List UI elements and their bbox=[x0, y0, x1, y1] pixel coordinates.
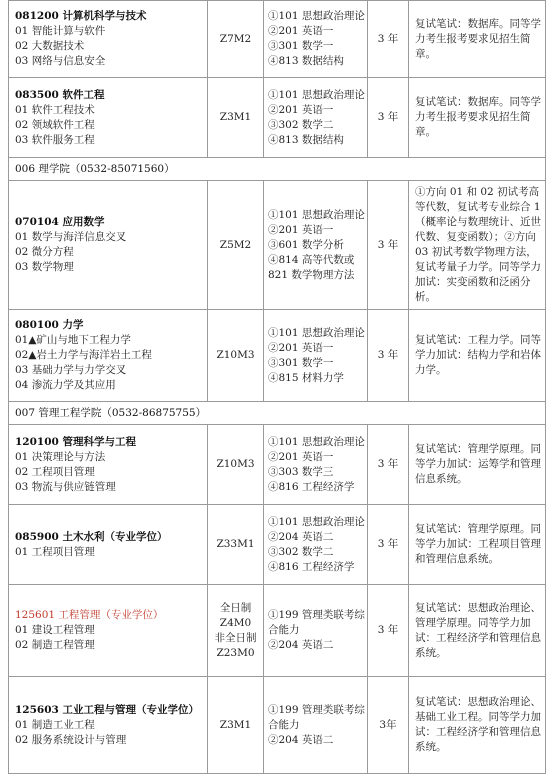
research-direction: 02 大数据技术 bbox=[15, 40, 85, 52]
exam-subject: ③301 数学一 bbox=[268, 356, 334, 369]
enrollment-code-cell bbox=[208, 310, 264, 402]
major-title: 070104 应用数学 bbox=[15, 216, 105, 228]
major-title: 083500 软件工程 bbox=[15, 88, 105, 101]
college-header-row bbox=[9, 158, 546, 181]
research-direction: 03 数学物理 bbox=[15, 261, 74, 273]
research-direction: 02▲岩土力学与海洋岩土工程 bbox=[15, 349, 152, 361]
enrollment-code: Z33M1 bbox=[216, 538, 255, 550]
major-cell bbox=[9, 505, 208, 585]
enrollment-code-cell bbox=[208, 585, 264, 677]
research-direction: 02 领域软件工程 bbox=[15, 118, 95, 131]
exam-subject: ①101 思想政治理论 bbox=[268, 208, 365, 221]
exam-subject: ④816 工程经济学 bbox=[268, 560, 355, 573]
study-length: 3年 bbox=[368, 677, 409, 774]
exam-subject: ④813 数据结构 bbox=[268, 55, 344, 67]
major-row bbox=[9, 677, 546, 774]
major-cell bbox=[9, 78, 208, 158]
exam-subject: ①101 思想政治理论 bbox=[268, 515, 365, 528]
exam-subjects-cell bbox=[264, 310, 368, 402]
research-direction: 04 渗流力学及其应用 bbox=[15, 379, 116, 391]
major-row bbox=[9, 78, 546, 158]
research-direction: 01 建设工程管理 bbox=[15, 624, 95, 636]
enrollment-code-cell bbox=[208, 78, 264, 158]
research-direction: 02 工程项目管理 bbox=[15, 465, 95, 478]
research-direction: 03 基础力学与力学交叉 bbox=[15, 364, 127, 376]
study-length: 3 年 bbox=[368, 1, 409, 78]
exam-subject: ②204 英语二 bbox=[268, 639, 334, 651]
exam-subject: ④815 材料力学 bbox=[268, 371, 344, 384]
remarks: 复试笔试：工程力学。同等学力加试：结构力学和岩体力学。 bbox=[409, 310, 546, 402]
exam-subject: ④816 工程经济学 bbox=[268, 480, 355, 493]
exam-subjects-cell bbox=[264, 505, 368, 585]
college-header-row bbox=[9, 402, 546, 425]
remarks: 复试笔试：数据库。同等学力考生报考要求见招生简章。 bbox=[409, 1, 546, 78]
research-direction: 01 数学与海洋信息交叉 bbox=[15, 231, 127, 243]
exam-subject: ②201 英语一 bbox=[268, 450, 334, 463]
exam-subjects-cell bbox=[264, 425, 368, 505]
exam-subjects-cell bbox=[264, 78, 368, 158]
remarks: 复试笔试：管理学原理。同等学力加试：工程项目管理和管理信息系统。 bbox=[409, 505, 546, 585]
enrollment-code: Z3M1 bbox=[219, 718, 252, 731]
enrollment-code-cell bbox=[208, 425, 264, 505]
major-title: 125601 工程管理（专业学位） bbox=[15, 609, 164, 621]
major-cell bbox=[9, 181, 208, 310]
major-title: 120100 管理科学与工程 bbox=[15, 435, 136, 448]
major-title: 085900 土木水利（专业学位） bbox=[15, 530, 168, 543]
exam-subject: ②201 英语一 bbox=[268, 25, 334, 37]
exam-subject: ②204 英语二 bbox=[268, 530, 334, 543]
study-length: 3 年 bbox=[368, 425, 409, 505]
remarks: 复试笔试：管理学原理。同等学力加试：运筹学和管理信息系统。 bbox=[409, 425, 546, 505]
remarks: 复试笔试：数据库。同等学力考生报考要求见招生简章。 bbox=[409, 78, 546, 158]
study-length: 3 年 bbox=[368, 505, 409, 585]
enrollment-code: Z23M0 bbox=[216, 646, 255, 659]
major-row bbox=[9, 425, 546, 505]
research-direction: 01 制造工业工程 bbox=[15, 718, 95, 731]
study-length: 3 年 bbox=[368, 181, 409, 310]
research-direction: 03 软件服务工程 bbox=[15, 133, 95, 146]
exam-subject: ①101 思想政治理论 bbox=[268, 435, 365, 448]
exam-subject: ③601 数学分析 bbox=[268, 238, 344, 251]
research-direction: 02 微分方程 bbox=[15, 246, 74, 258]
research-direction: 01▲矿山与地下工程力学 bbox=[15, 334, 131, 346]
exam-subject: ②201 英语一 bbox=[268, 223, 334, 236]
exam-subjects-cell bbox=[264, 181, 368, 310]
exam-subject: ①101 思想政治理论 bbox=[268, 88, 365, 101]
research-direction: 01 工程项目管理 bbox=[15, 545, 95, 558]
exam-subject: ②204 英语二 bbox=[268, 733, 334, 746]
enrollment-code: Z10M3 bbox=[216, 458, 255, 470]
remarks: 复试笔试：思想政治理论、管理学原理。同等学力加试：工程经济学和管理信息系统。 bbox=[409, 585, 546, 677]
research-direction: 01 智能计算与软件 bbox=[15, 25, 106, 37]
research-direction: 03 网络与信息安全 bbox=[15, 55, 106, 67]
research-direction: 02 制造工程管理 bbox=[15, 639, 95, 651]
exam-subjects-cell bbox=[264, 677, 368, 774]
exam-subject: ①101 思想政治理论 bbox=[268, 326, 365, 339]
exam-subject: ④814 高等代数或821 数学物理方法 bbox=[268, 253, 355, 281]
enrollment-code-cell bbox=[208, 181, 264, 310]
enrollment-code-cell bbox=[208, 677, 264, 774]
exam-subject: ④813 数据结构 bbox=[268, 133, 344, 146]
admission-catalog-table bbox=[8, 0, 546, 774]
enrollment-code: Z4M0 bbox=[219, 616, 252, 629]
exam-subject: ①199 管理类联考综合能力 bbox=[268, 609, 365, 636]
remarks: 复试笔试：思想政治理论、基础工业工程。同等学力加试：工程经济学和管理信息系统。 bbox=[409, 677, 546, 774]
enrollment-code-cell bbox=[208, 505, 264, 585]
major-row bbox=[9, 505, 546, 585]
exam-subject: ②201 英语一 bbox=[268, 341, 334, 354]
exam-subject: ①199 管理类联考综合能力 bbox=[268, 703, 365, 731]
exam-subject: ②201 英语一 bbox=[268, 103, 334, 116]
exam-subject: ③301 数学一 bbox=[268, 40, 334, 52]
exam-subject: ③302 数学二 bbox=[268, 118, 334, 131]
research-direction: 03 物流与供应链管理 bbox=[15, 480, 116, 493]
exam-subjects-cell bbox=[264, 585, 368, 677]
enrollment-code: Z10M3 bbox=[216, 349, 255, 361]
enrollment-code-cell bbox=[208, 1, 264, 78]
research-direction: 01 软件工程技术 bbox=[15, 103, 95, 116]
remarks: ①方向 01 和 02 初试考高等代数，复试考专业综合 1（概率论与数理统计、近世代数、复变函数）；②方向 03 初试考数学物理方法，复试考量子力学。同等学力加试：实变函数和泛函分析。 bbox=[409, 181, 546, 310]
enrollment-code: Z7M2 bbox=[219, 32, 252, 45]
major-title: 080100 力学 bbox=[15, 319, 84, 331]
research-direction: 01 决策理论与方法 bbox=[15, 450, 106, 463]
exam-subject: ③302 数学二 bbox=[268, 545, 334, 558]
enrollment-code: 非全日制 bbox=[214, 631, 257, 644]
major-cell bbox=[9, 310, 208, 402]
study-length: 3 年 bbox=[368, 310, 409, 402]
major-row bbox=[9, 310, 546, 402]
college-header: 006 理学院（0532-85071560） bbox=[9, 158, 546, 181]
enrollment-code: Z5M2 bbox=[219, 238, 252, 251]
major-row bbox=[9, 181, 546, 310]
major-title: 125603 工业工程与管理（专业学位） bbox=[15, 703, 199, 716]
exam-subjects-cell bbox=[264, 1, 368, 78]
major-cell bbox=[9, 1, 208, 78]
research-direction: 02 服务系统设计与管理 bbox=[15, 733, 127, 746]
major-row bbox=[9, 585, 546, 677]
study-length: 3 年 bbox=[368, 585, 409, 677]
major-row bbox=[9, 1, 546, 78]
major-cell bbox=[9, 585, 208, 677]
exam-subject: ①101 思想政治理论 bbox=[268, 10, 365, 22]
exam-subject: ③303 数学三 bbox=[268, 465, 334, 478]
major-title: 081200 计算机科学与技术 bbox=[15, 10, 147, 22]
major-cell bbox=[9, 425, 208, 505]
major-cell bbox=[9, 677, 208, 774]
study-length: 3 年 bbox=[368, 78, 409, 158]
college-header: 007 管理工程学院（0532-86875755） bbox=[9, 402, 546, 425]
enrollment-code: Z3M1 bbox=[219, 111, 252, 123]
enrollment-code: 全日制 bbox=[219, 601, 252, 614]
